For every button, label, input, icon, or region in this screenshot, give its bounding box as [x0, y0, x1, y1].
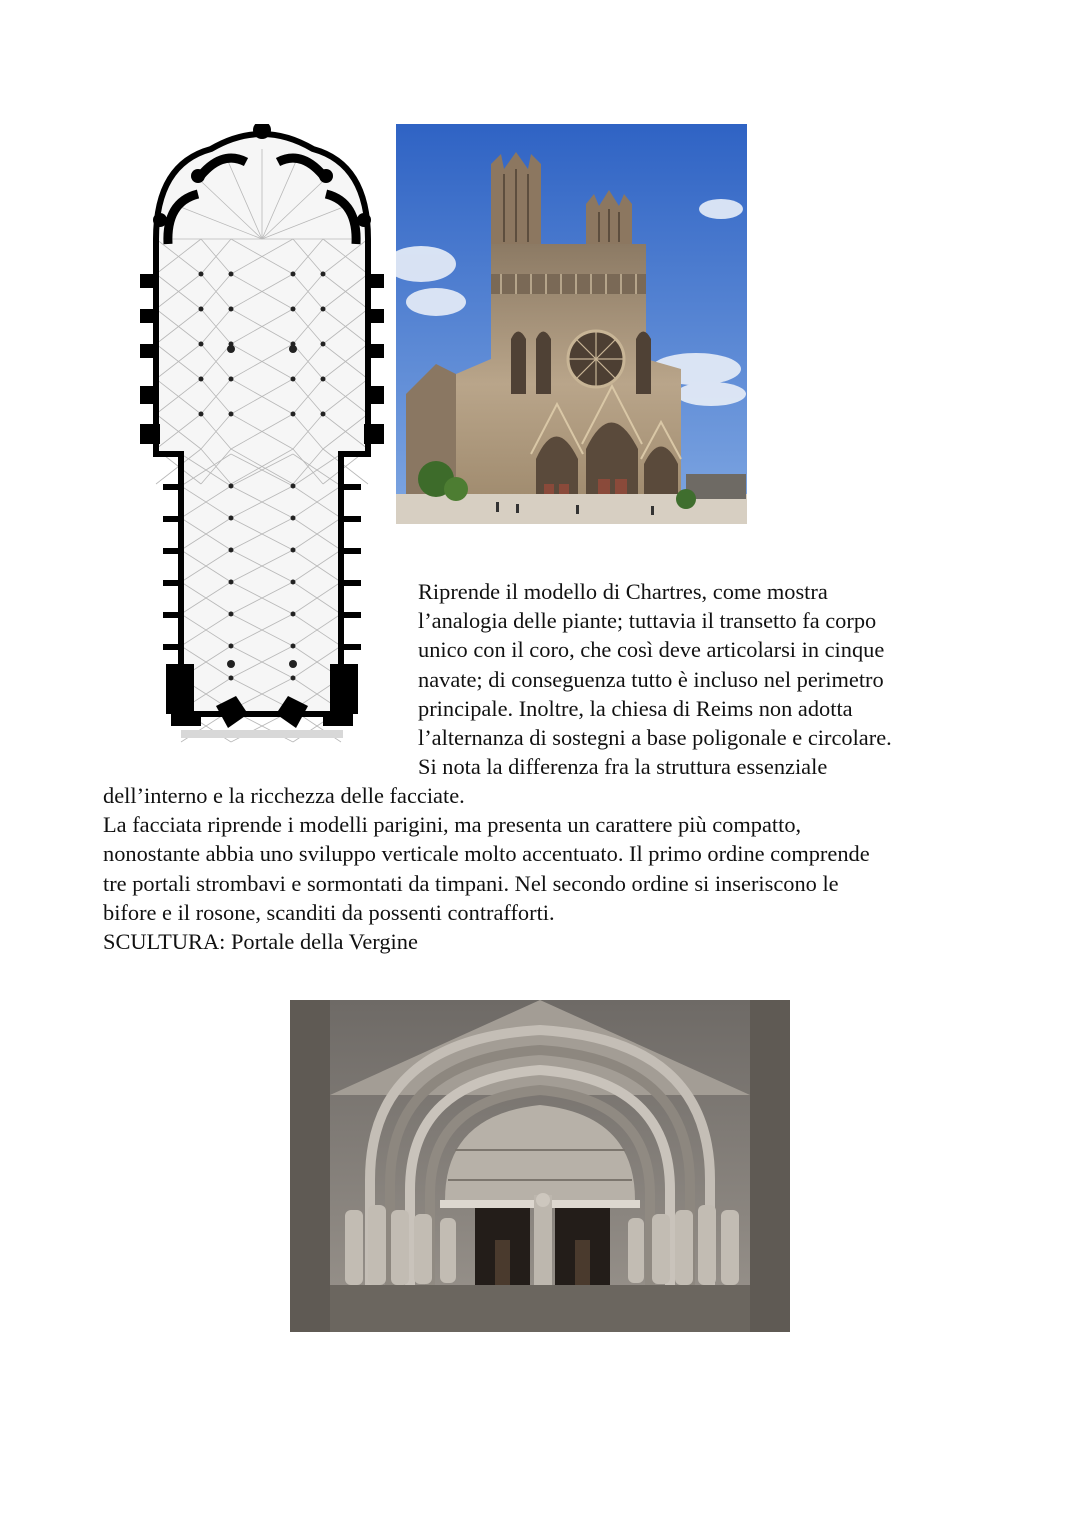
text-line: unico con il coro, che così deve articolarsi in cinque [418, 637, 885, 663]
portal-photo [290, 1000, 790, 1332]
text-line: nonostante abbia uno sviluppo verticale molto accentuato. Il primo ordine comprende [103, 841, 870, 867]
portal-drawing [290, 1000, 790, 1332]
cathedral-facade-photo [396, 124, 747, 524]
section-label: SCULTURA: Portale della Vergine [103, 929, 418, 955]
text-line: Riprende il modello di Chartres, come mostra [418, 579, 828, 604]
floor-plan-image [136, 124, 388, 748]
text-line: l’analogia delle piante; tuttavia il transetto fa corpo [418, 608, 877, 634]
paragraph-indented [418, 577, 998, 781]
text-line: bifore e il rosone, scanditi da possenti contrafforti. [103, 899, 555, 925]
text-line: dell’interno e la ricchezza delle facciate. [103, 783, 465, 808]
floor-plan-drawing [136, 124, 388, 748]
text-line: tre portali strombavi e sormontati da timpani. Nel secondo ordine si inseriscono le [103, 870, 839, 896]
text-line: principale. Inoltre, la chiesa di Reims non adotta [418, 695, 853, 721]
facade-drawing [396, 124, 747, 524]
text-line: La facciata riprende i modelli parigini, ma presenta un carattere più compatto, [103, 812, 802, 838]
text-line: Si nota la differenza fra la struttura essenziale [418, 754, 828, 780]
paragraph-full [103, 781, 1003, 956]
text-line: l’alternanza di sostegni a base poligonale e circolare. [418, 725, 892, 751]
text-line: navate; di conseguenza tutto è incluso nel perimetro [418, 666, 884, 692]
